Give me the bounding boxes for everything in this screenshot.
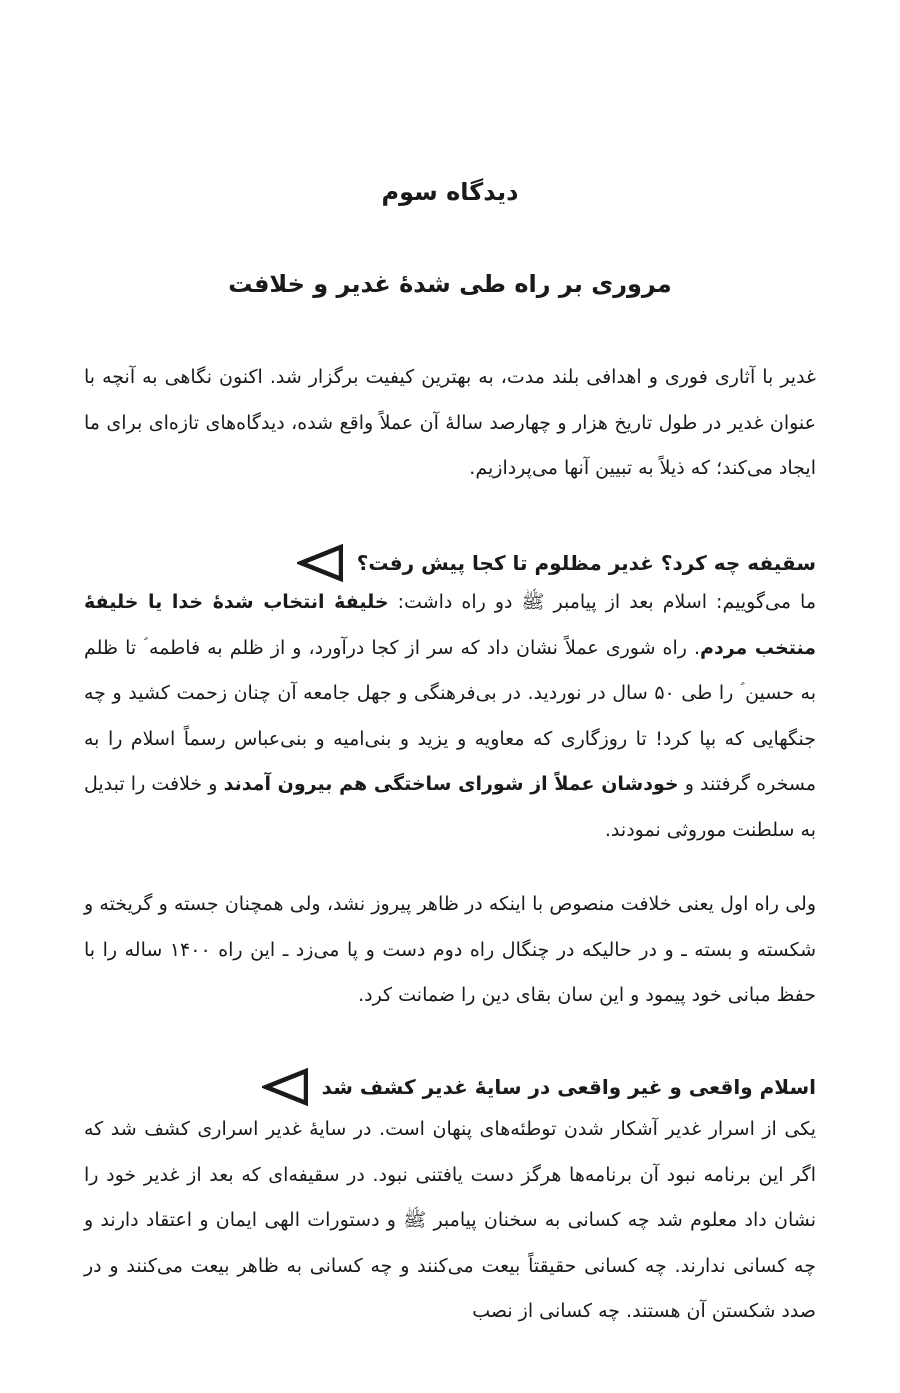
section-heading-true-islam — [84, 1064, 816, 1110]
paragraph-text: ما می‌گوییم: اسلام بعد از پیامبر ﷺ دو راه داشت: — [388, 591, 817, 613]
chapter-label: دیدگاه سوم — [381, 178, 519, 206]
paragraph-text: . راه شوری عملاً نشان داد که سر از کجا درآورد، و از ظلم به فاطمه ؑ تا ظلم به حسین ؑ را طی ۵۰ سال در نوردید. در بی‌فرهنگی و جهل جامعه آن چنان زحمت کشید و چه جنگهایی که بپا کرد! تا روزگاری که معاویه و یزید و بنی‌امیه و بنی‌عباس رسماً اسلام را به مسخره گرفتند و — [84, 636, 817, 795]
paragraph-text: و خلافت را تبدیل به سلطنت موروثی نمودند. — [84, 773, 816, 841]
section-heading-text: سقیفه چه کرد؟ غدیر مظلوم تا کجا پیش رفت؟ — [356, 551, 816, 575]
paragraph-first-path: ولی راه اول یعنی خلافت منصوص با اینکه در ظاهر پیروز نشد، ولی همچنان جسته و گریخته و شکسته و بسته ـ و در حالیکه در چنگال راه دوم دست و پا می‌زد ـ این راه ۱۴۰۰ ساله را با حفظ مبانی خود پیمود و این سان بقای دین را ضمانت کرد. — [84, 893, 816, 1006]
triangle-left-outline-icon — [262, 1067, 308, 1107]
intro-paragraph: غدیر با آثاری فوری و اهدافی بلند مدت، به بهترین کیفیت برگزار شد. اکنون نگاهی به آنچه با عنوان غدیر در طول تاریخ هزار و چهارصد سالۀ آن عملاً واقع شده، دیدگاه‌های تازه‌ای برای ما ایجاد می‌کند؛ که ذیلاً به تبیین آنها می‌پردازیم. — [84, 366, 816, 479]
bold-phrase-caliph: خلیفۀ انتخاب شدۀ خدا یا خلیفۀ منتخب مردم — [84, 591, 816, 659]
section-heading-text: اسلام واقعی و غیر واقعی در سایۀ غدیر کشف شد — [321, 1075, 816, 1099]
triangle-left-outline-icon — [297, 543, 343, 583]
chapter-title: مروری بر راه طی شدۀ غدیر و خلافت — [228, 270, 672, 298]
paragraph-secrets: یکی از اسرار غدیر آشکار شدن توطئه‌های پنهان است. در سایۀ غدیر اسراری کشف شد که اگر این برنامه نبود آن برنامه‌ها هرگز دست یافتنی نبود. در سقیفه‌ای که بعد از غدیر خود را نشان داد معلوم شد چه کسانی به سخنان پیامبر ﷺ و دستورات الهی ایمان و اعتقاد دارند و چه کسانی ندارند. چه کسانی حقیقتاً بیعت می‌کنند و چه کسانی به ظاهر بیعت می‌کنند و در صدد شکستن آن هستند. چه کسانی از نصب — [84, 1118, 816, 1322]
bold-phrase-shura: خودشان عملاً از شورای ساختگی هم بیرون آمدند — [223, 773, 679, 795]
document-page — [84, 0, 816, 1393]
paragraph-two-paths — [84, 580, 816, 853]
